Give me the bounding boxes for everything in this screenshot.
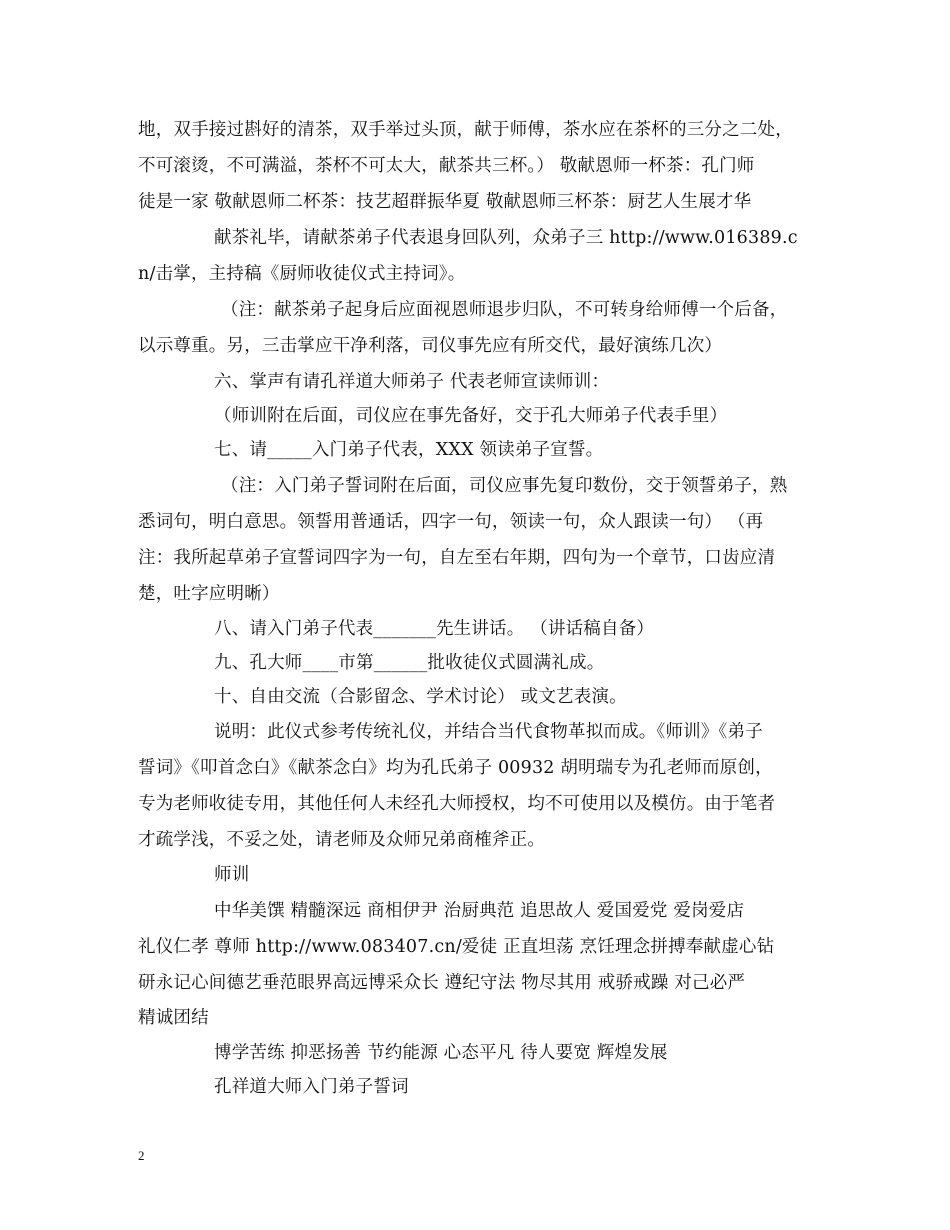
text-line: 才疏学浅，不妥之处，请老师及众师兄弟商榷斧正。	[138, 830, 546, 850]
text-line: 说明：此仪式参考传统礼仪，并结合当代食物革拟而成。《师训》《弟子	[214, 722, 763, 742]
text-line: 精诚团结	[138, 1008, 209, 1028]
text-line: 孔祥道大师入门弟子誓词	[214, 1077, 409, 1097]
text-line: 悉词句，明白意思。领誓用普通话，四字一句，领读一句，众人跟读一句） （再	[138, 512, 764, 532]
text-line: 师训	[214, 865, 250, 885]
text-line: （注：入门弟子誓词附在后面，司仪应事先复印数份，交于领誓弟子，熟	[221, 476, 788, 496]
text-line: 研永记心间德艺垂范眼界高远博采众长 遵纪守法 物尽其用 戒骄戒躁 对己必严	[138, 973, 746, 993]
text-line: 专为老师收徒专用，其他任何人未经孔大师授权，均不可使用以及模仿。由于笔者	[138, 794, 776, 814]
text-line: 博学苦练 抑恶扬善 节约能源 心态平凡 待人要宽 辉煌发展	[214, 1043, 668, 1063]
text-line: （注：献茶弟子起身后应面视恩师退步归队，不可转身给师傅一个后备，	[221, 300, 788, 320]
text-line: （师训附在后面，司仪应在事先备好，交于孔大师弟子代表手里）	[214, 406, 728, 426]
text-line: 中华美馔 精髓深远 商相伊尹 治厨典范 追思故人 爱国爱党 爱岗爱店	[214, 901, 745, 921]
text-line: 楚，吐字应明晰）	[138, 584, 280, 604]
text-line: 注：我所起草弟子宣誓词四字为一句，自左至右年期，四句为一个章节，口齿应清	[138, 548, 776, 568]
text-line: 地，双手接过斟好的清茶，双手举过头顶，献于师傅，茶水应在茶杯的三分之二处，	[138, 120, 793, 140]
text-line: 不可滚烫，不可满溢，茶杯不可太大，献茶共三杯。） 敬献恩师一杯茶：孔门师	[138, 156, 755, 176]
text-line: 誓词》《叩首念白》《献茶念白》均为孔氏弟子 00932 胡明瑞专为孔老师而原创，	[138, 758, 773, 778]
page-number: 2	[138, 1148, 145, 1163]
text-line: 徒是一家 敬献恩师二杯茶：技艺超群振华夏 敬献恩师三杯茶：厨艺人生展才华	[138, 192, 752, 212]
text-line: 七、请_____入门弟子代表，XXX 领读弟子宣誓。	[214, 440, 604, 460]
text-line: 十、自由交流（合影留念、学术讨论） 或文艺表演。	[214, 687, 627, 707]
text-line: 献茶礼毕，请献茶弟子代表退身回队列，众弟子三 http://www.016389.c	[214, 228, 798, 248]
text-line: 礼仪仁孝 尊师 http://www.083407.cn/爱徒 正直坦荡 烹饪理念拼搏奉献虚心钻	[138, 937, 775, 957]
text-line: n/击掌，主持稿《厨师收徒仪式主持词》。	[138, 264, 466, 284]
text-line: 六、掌声有请孔祥道大师弟子 代表老师宣读师训：	[214, 372, 610, 392]
text-line: 以示尊重。另，三击掌应干净利落，司仪事先应有所交代，最好演练几次）	[138, 336, 723, 356]
text-line: 八、请入门弟子代表_______先生讲话。 （讲话稿自备）	[214, 619, 655, 639]
text-line: 九、孔大师____市第______批收徒仪式圆满礼成。	[214, 653, 605, 673]
